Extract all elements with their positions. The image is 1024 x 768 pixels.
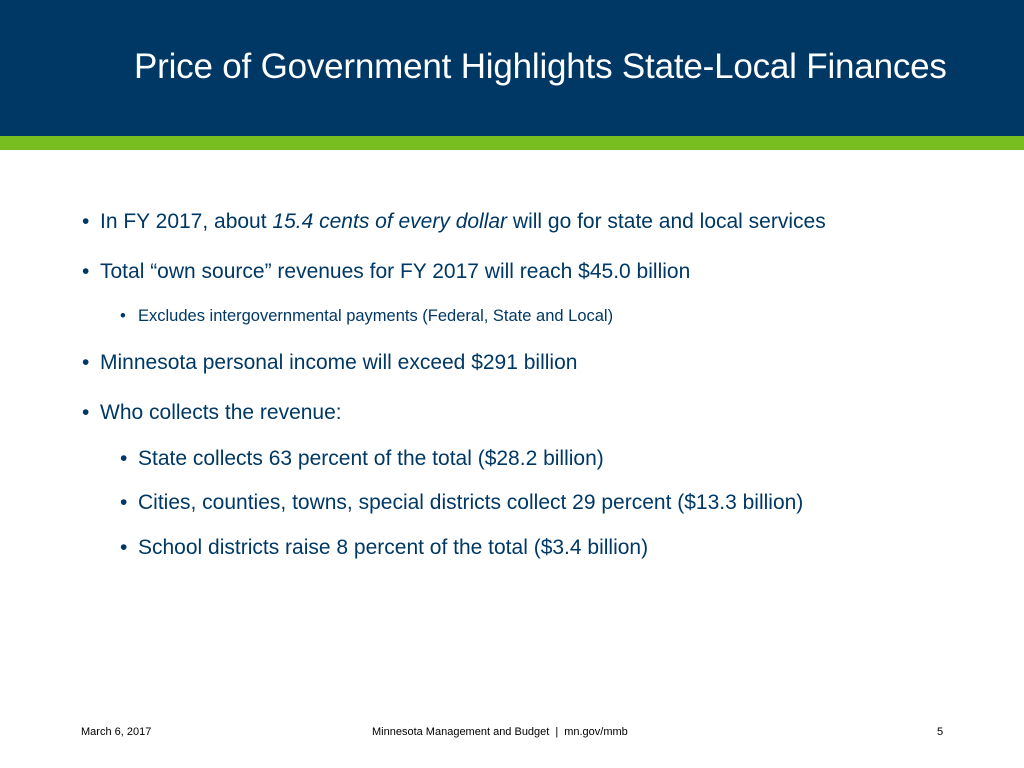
bullet-marker: • — [120, 536, 128, 559]
sub-bullet-excludes-text: Excludes intergovernmental payments (Federal, State and Local) — [138, 307, 614, 325]
footer-url: mn.gov/mmb — [564, 726, 628, 738]
accent-bar — [0, 136, 1024, 150]
bullet-marker: • — [120, 491, 128, 514]
sub-bullet-cities-text: Cities, counties, towns, special districts collect 29 percent ($13.3 billion) — [138, 491, 804, 514]
bullet-own-source-revenue — [82, 258, 691, 286]
bullet-marker: • — [82, 210, 90, 233]
sub-bullet-state-text: State collects 63 percent of the total ($28.2 billion) — [138, 447, 604, 470]
sub-bullet-cities — [120, 489, 804, 517]
bullet-marker: • — [120, 447, 128, 470]
bullet-marker: • — [120, 307, 126, 325]
bullet-marker: • — [82, 260, 90, 283]
footer-org: Minnesota Management and Budget — [372, 726, 550, 738]
bullet-cost-share — [82, 208, 826, 236]
footer-separator: | — [555, 726, 559, 738]
bullet-cost-share-prefix: In FY 2017, about — [100, 210, 273, 233]
bullet-cost-share-emphasis: 15.4 cents of every dollar — [272, 210, 508, 233]
bullet-personal-income-text: Minnesota personal income will exceed $291 billion — [100, 351, 578, 374]
bullet-who-collects-text: Who collects the revenue: — [100, 401, 342, 424]
page-number: 5 — [937, 726, 944, 738]
bullet-who-collects — [82, 399, 342, 427]
footer-date: March 6, 2017 — [81, 726, 152, 738]
bullet-cost-share-suffix: will go for state and local services — [507, 210, 826, 233]
bullet-marker: • — [82, 401, 90, 424]
slide-header — [0, 0, 1024, 136]
bullet-marker: • — [82, 351, 90, 374]
bullet-own-source-revenue-text: Total “own source” revenues for FY 2017 will reach $45.0 billion — [100, 260, 691, 283]
sub-bullet-schools — [120, 534, 649, 562]
slide-title: Price of Government Highlights State-Local Finances — [134, 47, 947, 86]
sub-bullet-state — [120, 445, 604, 473]
sub-bullet-excludes — [120, 305, 614, 327]
footer-center — [372, 724, 628, 740]
bullet-personal-income — [82, 349, 578, 377]
sub-bullet-schools-text: School districts raise 8 percent of the total ($3.4 billion) — [138, 536, 649, 559]
